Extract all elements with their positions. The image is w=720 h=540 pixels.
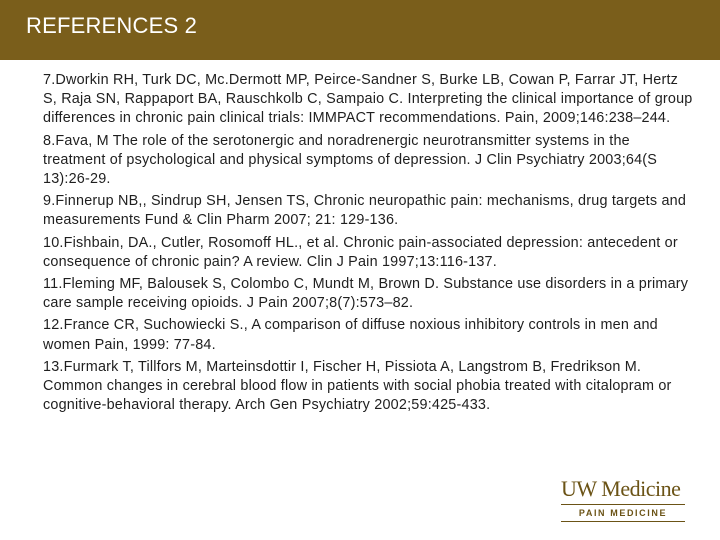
reference-item: 13.Furmark T, Tillfors M, Marteinsdottir I, Fischer H, Pissiota A, Langstrom B, Fredrikson M. Common changes in cerebral blood flow in patients with social phobia treated with citalopram or cognitive-behavioral therapy. Arch Gen Psychiatry 2002;59:425-433. <box>43 358 672 414</box>
uw-medicine-logo <box>561 476 686 522</box>
reference-item: 9.Finnerup NB,, Sindrup SH, Jensen TS, Chronic neuropathic pain: mechanisms, drug targets and measurements Fund & Clin Pharm 2007; 21: 129-136. <box>43 193 687 229</box>
reference-item: 10.Fishbain, DA., Cutler, Rosomoff HL., et al. Chronic pain-associated depression: antecedent or consequence of chronic pain? A review. Clin J Pain 1997;13:116-137. <box>43 234 678 270</box>
reference-item: 11.Fleming MF, Balousek S, Colombo C, Mundt M, Brown D. Substance use disorders in a primary care sample receiving opioids. J Pain 2007;8(7):573–82. <box>43 276 689 312</box>
reference-item: 8.Fava, M The role of the serotonergic and noradrenergic neurotransmitter systems in the treatment of psychological and physical symptoms of depression. J Clin Psychiatry 2003;64(S 13):26-29. <box>43 132 658 188</box>
logo-wordmark: UW Medicine <box>561 476 681 501</box>
logo-subtitle: PAIN MEDICINE <box>561 504 685 522</box>
reference-item: 7.Dworkin RH, Turk DC, Mc.Dermott MP, Peirce-Sandner S, Burke LB, Cowan P, Farrar JT, Hertz S, Raja SN, Rappaport BA, Rauschkolb C, Sampaio C. Interpreting the clinical importance of group differences in chronic pain clinical trials: IMMPACT recommendations. Pain, 2009;146:238–244. <box>43 72 693 127</box>
title-bar <box>0 0 720 60</box>
reference-list <box>43 71 693 418</box>
reference-item: 12.France CR, Suchowiecki S., A comparison of diffuse noxious inhibitory controls in men and women Pain, 1999: 77-84. <box>43 317 658 353</box>
slide-title: REFERENCES 2 <box>26 13 198 38</box>
